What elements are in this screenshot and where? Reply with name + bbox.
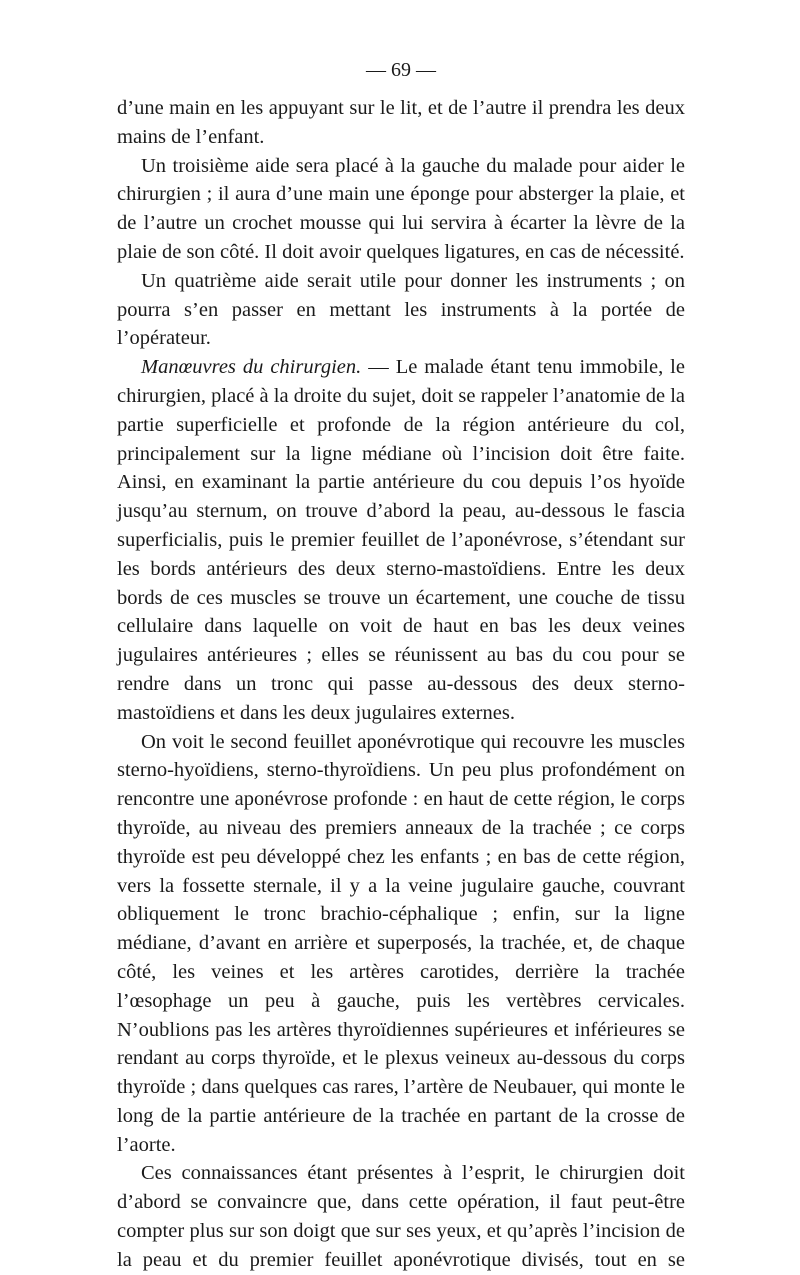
paragraph-2: Un troisième aide sera placé à la gauche du malade pour aider le chirurgien ; il aura d’une main une éponge pour absterger la plaie, et de l’autre un crochet mousse qui lui servira à écarter la lèvre de la plaie de son côté. Il doit avoir quelques ligatures, en cas de nécessité. (117, 154, 685, 263)
paragraph-6: Ces connaissances étant présentes à l’esprit, le chirurgien doit d’abord se convaincre que, dans cette opération, il faut peut-être compter plus sur son doigt que sur ses yeux, et qu’après l’incision de la peau et du premier feuillet aponévrotique divisés, tout en se (117, 1162, 685, 1271)
book-page (117, 52, 685, 1275)
section-lead-heading: Manœuvres du chirurgien. (141, 356, 362, 379)
page-number: — 69 — (366, 59, 436, 81)
paragraph-4-text: — Le malade étant tenu immobile, le chirurgien, placé à la droite du sujet, doit se rappeler l’anatomie de la partie superficielle et profonde de la région antérieure du col, principalement sur la ligne médiane où l’incision doit être faite. Ainsi, en examinant la partie antérieure du cou depuis l’os hyoïde jusqu’au sternum, on trouve d’abord la peau, au-dessous le fascia superficialis, puis le premier feuillet de l’aponévrose, s’étendant sur les bords antérieurs des deux sterno-mastoïdiens. Entre les deux bords de ces muscles se trouve un écartement, une couche de tissu cellulaire dans laquelle on voit de haut en bas les deux veines jugulaires antérieures ; elles se réunissent au bas du cou pour se rendre dans un tronc qui passe au-dessous des deux sterno-mastoïdiens et dans les deux jugulaires externes. (117, 356, 685, 724)
paragraph-1: d’une main en les appuyant sur le lit, et de l’autre il prendra les deux mains de l’enfant. (117, 97, 685, 148)
paragraph-5: On voit le second feuillet aponévrotique qui recouvre les muscles sterno-hyoïdiens, sterno-thyroïdiens. Un peu plus profondément on rencontre une aponévrose profonde : en haut de cette région, le corps thyroïde, au niveau des premiers anneaux de la trachée ; ce corps thyroïde est peu développé chez les enfants ; en bas de cette région, vers la fossette sternale, il y a la veine jugulaire gauche, couvrant obliquement le tronc brachio-céphalique ; enfin, sur la ligne médiane, d’avant en arrière et superposés, la trachée, et, de chaque côté, les veines et les artères carotides, derrière la trachée l’œsophage un peu à gauche, puis les vertèbres cervicales. N’oublions pas les artères thyroïdiennes supérieures et inférieures se rendant au corps thyroïde, et le plexus veineux au-dessous du corps thyroïde ; dans quelques cas rares, l’artère de Neubauer, qui monte le long de la partie antérieure de la trachée en partant de la crosse de l’aorte. (117, 730, 685, 1156)
paragraph-4 (117, 353, 685, 727)
paragraph-3: Un quatrième aide serait utile pour donner les instruments ; on pourra s’en passer en mettant les instruments à la portée de l’opérateur. (117, 269, 685, 350)
